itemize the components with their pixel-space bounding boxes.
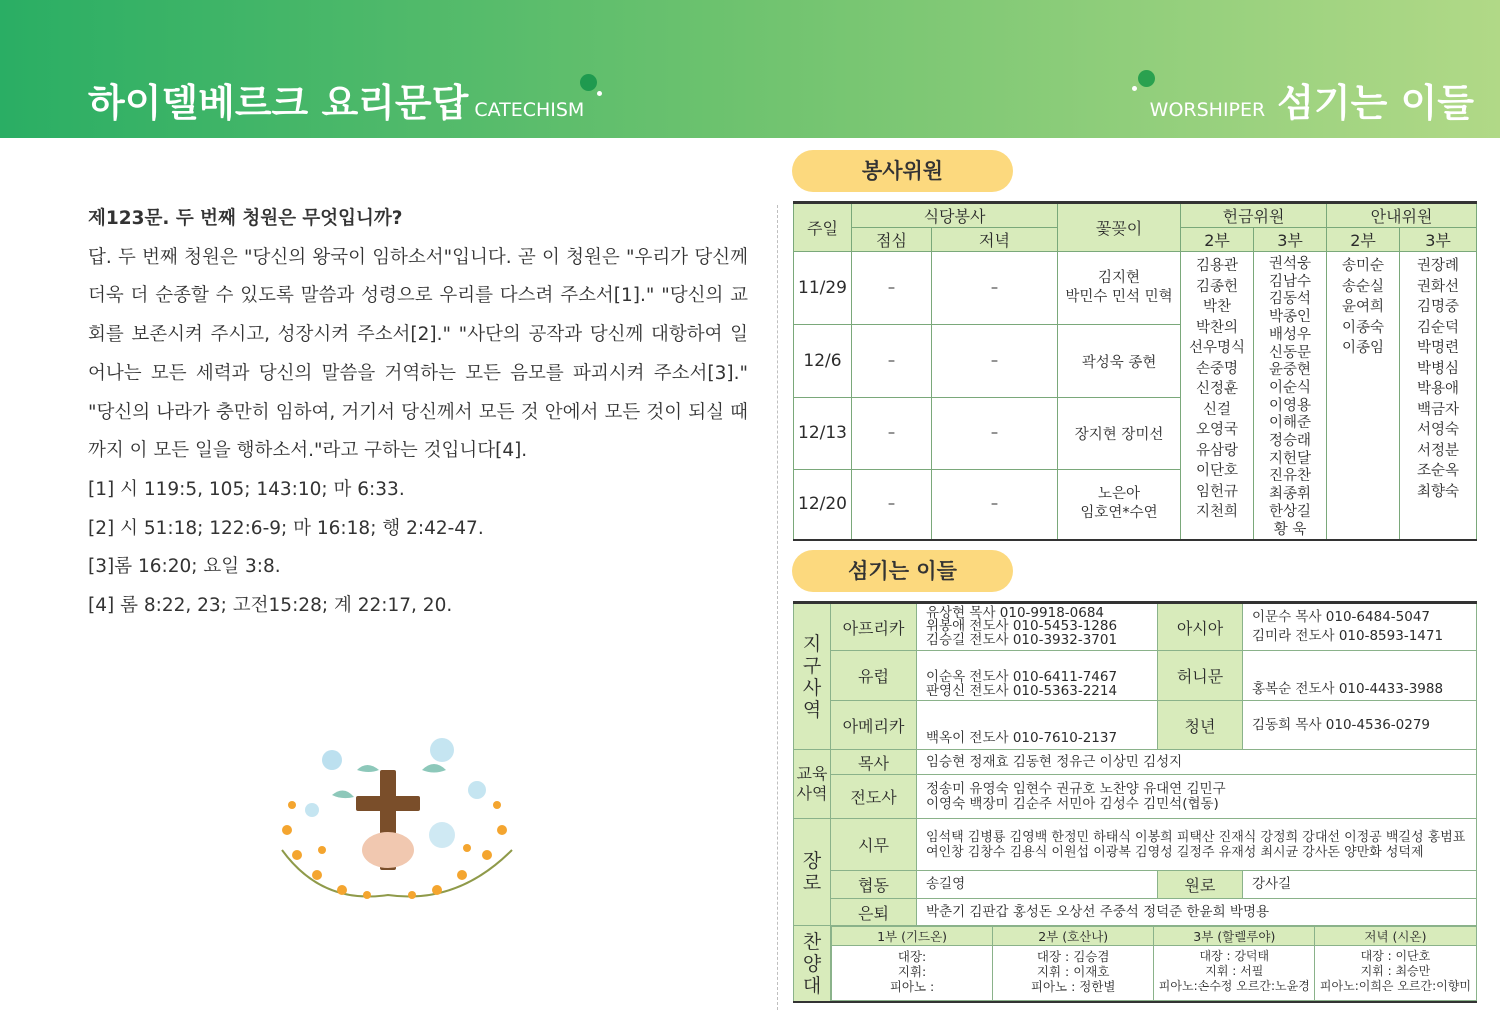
retired-text: 박춘기 김판갑 홍성돈 오상선 주중석 정덕준 한윤희 박명용 (917, 899, 1477, 926)
youth-text: 김동희 목사 010-4536-0279 (1243, 701, 1477, 750)
choir-staff: 대장 : 김승겸 지휘 : 이재호 피아노 : 정한별 (993, 946, 1154, 1001)
date-cell: 12/6 (794, 325, 852, 398)
choir-staff: 대장 : 이단호 지휘 : 최승만 피아노:이희은 오르간:이향미 (1315, 946, 1476, 1001)
europe-label: 유럽 (831, 651, 917, 701)
usher-3-header: 3부 (1400, 228, 1477, 252)
edu-label: 교육 사역 (794, 750, 831, 819)
dove-icon (357, 765, 379, 772)
flower-cell: 곽성욱 종현 (1058, 325, 1181, 398)
retired-label: 은퇴 (831, 899, 917, 926)
catechism-title: 하이델베르크 요리문답 (88, 81, 469, 125)
evangelist-text: 정송미 유영숙 임현수 권규호 노찬양 유대연 김민구 이영숙 백장미 김순주 서민아 김성수 김민석(협동) (917, 775, 1477, 819)
evangelist-label: 전도사 (831, 775, 917, 819)
emeritus-label: 원로 (1158, 871, 1243, 899)
hinimun-text: 홍복순 전도사 010-4433-3988 (1243, 651, 1477, 701)
lunch-header: 점심 (852, 228, 932, 252)
choir-staff: 대장: 지휘: 피아노 : (832, 946, 993, 1001)
service-committee-title: 봉사위원 (792, 150, 1013, 192)
elder-label: 장로 (794, 819, 831, 926)
page-divider (777, 205, 778, 1010)
flower-cell: 김지현 박민수 민석 민혁 (1058, 252, 1181, 325)
catechism-ref: [1] 시 119:5, 105; 143:10; 마 6:33. (88, 478, 405, 500)
offering-header: 헌금위원 (1181, 203, 1327, 228)
america-label: 아메리카 (831, 701, 917, 750)
catechism-question: 제123문. 두 번째 청원은 무엇입니까? (88, 208, 403, 229)
catechism-ref: [3]롬 16:20; 요일 3:8. (88, 556, 281, 578)
asia-text: 이문수 목사 010-6484-5047 김미라 전도사 010-8593-1471 (1243, 603, 1477, 651)
europe-text: 이순옥 전도사 010-6411-7467 판영신 전도사 010-5363-2214 (917, 651, 1158, 701)
servers-title: 섬기는 이들 (792, 550, 1013, 592)
offering-2-names: 김용관 김종헌 박찬 박찬의 선우명식 손중명 신정훈 신걸 오영국 유삼랑 이단호 임헌규 지천희 (1181, 252, 1254, 541)
offering-2-header: 2부 (1181, 228, 1254, 252)
service-table (793, 201, 1477, 541)
worshiper-header (1150, 72, 1474, 127)
pastor-label: 목사 (831, 750, 917, 775)
catechism-subtitle: CATECHISM (474, 99, 585, 121)
catechism-header (88, 72, 584, 127)
servers-table (793, 601, 1477, 1003)
small-dot-icon (1132, 86, 1137, 91)
hinimun-label: 허니문 (1158, 651, 1243, 701)
green-dot-icon (580, 74, 597, 91)
cross-illustration (262, 730, 532, 910)
choir-staff: 대장 : 강덕태 지휘 : 서필 피아노:손수정 오르간:노윤경 (1154, 946, 1315, 1001)
youth-label: 청년 (1158, 701, 1243, 750)
dinner-cell: – (932, 469, 1058, 540)
choir-name: 3부 (할렐루야) (1154, 927, 1315, 946)
catechism-text (88, 200, 748, 626)
africa-label: 아프리카 (831, 603, 917, 651)
date-cell: 12/20 (794, 469, 852, 540)
worshiper-title: 섬기는 이들 (1277, 81, 1474, 125)
coop-text: 송길영 (917, 871, 1158, 899)
small-dot-icon (597, 91, 602, 96)
africa-text: 유상현 목사 010-9918-0684 위봉애 전도사 010-5453-1286 김승길 전도사 010-3932-3701 (917, 603, 1158, 651)
catechism-ref: [2] 시 51:18; 122:6-9; 마 16:18; 행 2:42-47. (88, 517, 484, 539)
meal-header: 식당봉사 (852, 203, 1058, 228)
usher-2-header: 2부 (1327, 228, 1400, 252)
green-dot-icon (1138, 70, 1155, 87)
coop-label: 협동 (831, 871, 917, 899)
date-header: 주일 (794, 203, 852, 252)
flower-cell: 노은아 임호연*수연 (1058, 469, 1181, 540)
dinner-cell: – (932, 325, 1058, 398)
choir-name: 2부 (호산나) (993, 927, 1154, 946)
dinner-cell: – (932, 252, 1058, 325)
choir-name: 1부 (기드온) (832, 927, 993, 946)
lunch-cell: – (852, 252, 932, 325)
america-text: 백옥이 전도사 010-7610-2137 (917, 701, 1158, 750)
catechism-ref: [4] 롬 8:22, 23; 고전15:28; 계 22:17, 20. (88, 595, 453, 617)
flower-header: 꽃꽂이 (1058, 203, 1181, 252)
choir-label: 찬양대 (794, 926, 831, 1003)
offering-3-names: 권석웅 김남수 김동석 박종인 배성우 신동문 윤중현 이순식 이영용 이해준 정승래 지헌달 진유찬 최종휘 한상길 황 욱 (1254, 252, 1327, 541)
dove-icon (332, 790, 354, 798)
flower-cell: 장지현 장미선 (1058, 398, 1181, 469)
active-label: 시무 (831, 819, 917, 871)
dove-icon (422, 764, 446, 773)
dinner-cell: – (932, 398, 1058, 469)
choir-table (831, 926, 1477, 1001)
lunch-cell: – (852, 398, 932, 469)
choir-name: 저녁 (시온) (1315, 927, 1476, 946)
date-cell: 11/29 (794, 252, 852, 325)
catechism-answer: 답. 두 번째 청원은 "당신의 왕국이 임하소서"입니다. 곧 이 청원은 "우리가 당신께 더욱 더 순종할 수 있도록 말씀과 성령으로 우리를 다스려 주소서[1]." "당신의 교회를 보존시켜 주시고, 성장시켜 주소서[2]." "사단의 공작과 당신께 대항하여 일어나는 모든 세력과 당신의 말씀을 거역하는 모든 음모를 파괴시켜 주소서[3]." "당신의 나라가 충만히 임하여, 거기서 당신께서 모든 것 안에서 모든 것이 되실 때까지 이 모든 일을 행하소서."라고 구하는 것입니다[4]. (88, 246, 748, 462)
usher-2-names: 송미순 송순실 윤여희 이종숙 이종임 (1327, 252, 1400, 541)
active-text: 임석택 김병룡 김영백 한정민 하태식 이봉희 피택산 진재식 강정희 강대선 이정공 백길성 홍범표 여인창 김창수 김용식 이원섭 이광복 김영성 길정주 유재성 최시균 강사돈 양만화 성덕제 (917, 819, 1477, 871)
pastor-text: 임승현 정재효 김동현 정유근 이상민 김성지 (917, 750, 1477, 775)
worshiper-subtitle: WORSHIPER (1149, 99, 1266, 121)
usher-3-names: 권장례 권화선 김명중 김순덕 박명련 박병심 박용애 백금자 서영숙 서정분 조순옥 최향숙 (1400, 252, 1477, 541)
table-row (794, 252, 1477, 325)
date-cell: 12/13 (794, 398, 852, 469)
dinner-header: 저녁 (932, 228, 1058, 252)
asia-label: 아시아 (1158, 603, 1243, 651)
page-header (0, 0, 1500, 138)
region-label: 지구사역 (794, 603, 831, 750)
lunch-cell: – (852, 469, 932, 540)
emeritus-text: 강사길 (1243, 871, 1477, 899)
lunch-cell: – (852, 325, 932, 398)
usher-header: 안내위원 (1327, 203, 1477, 228)
offering-3-header: 3부 (1254, 228, 1327, 252)
